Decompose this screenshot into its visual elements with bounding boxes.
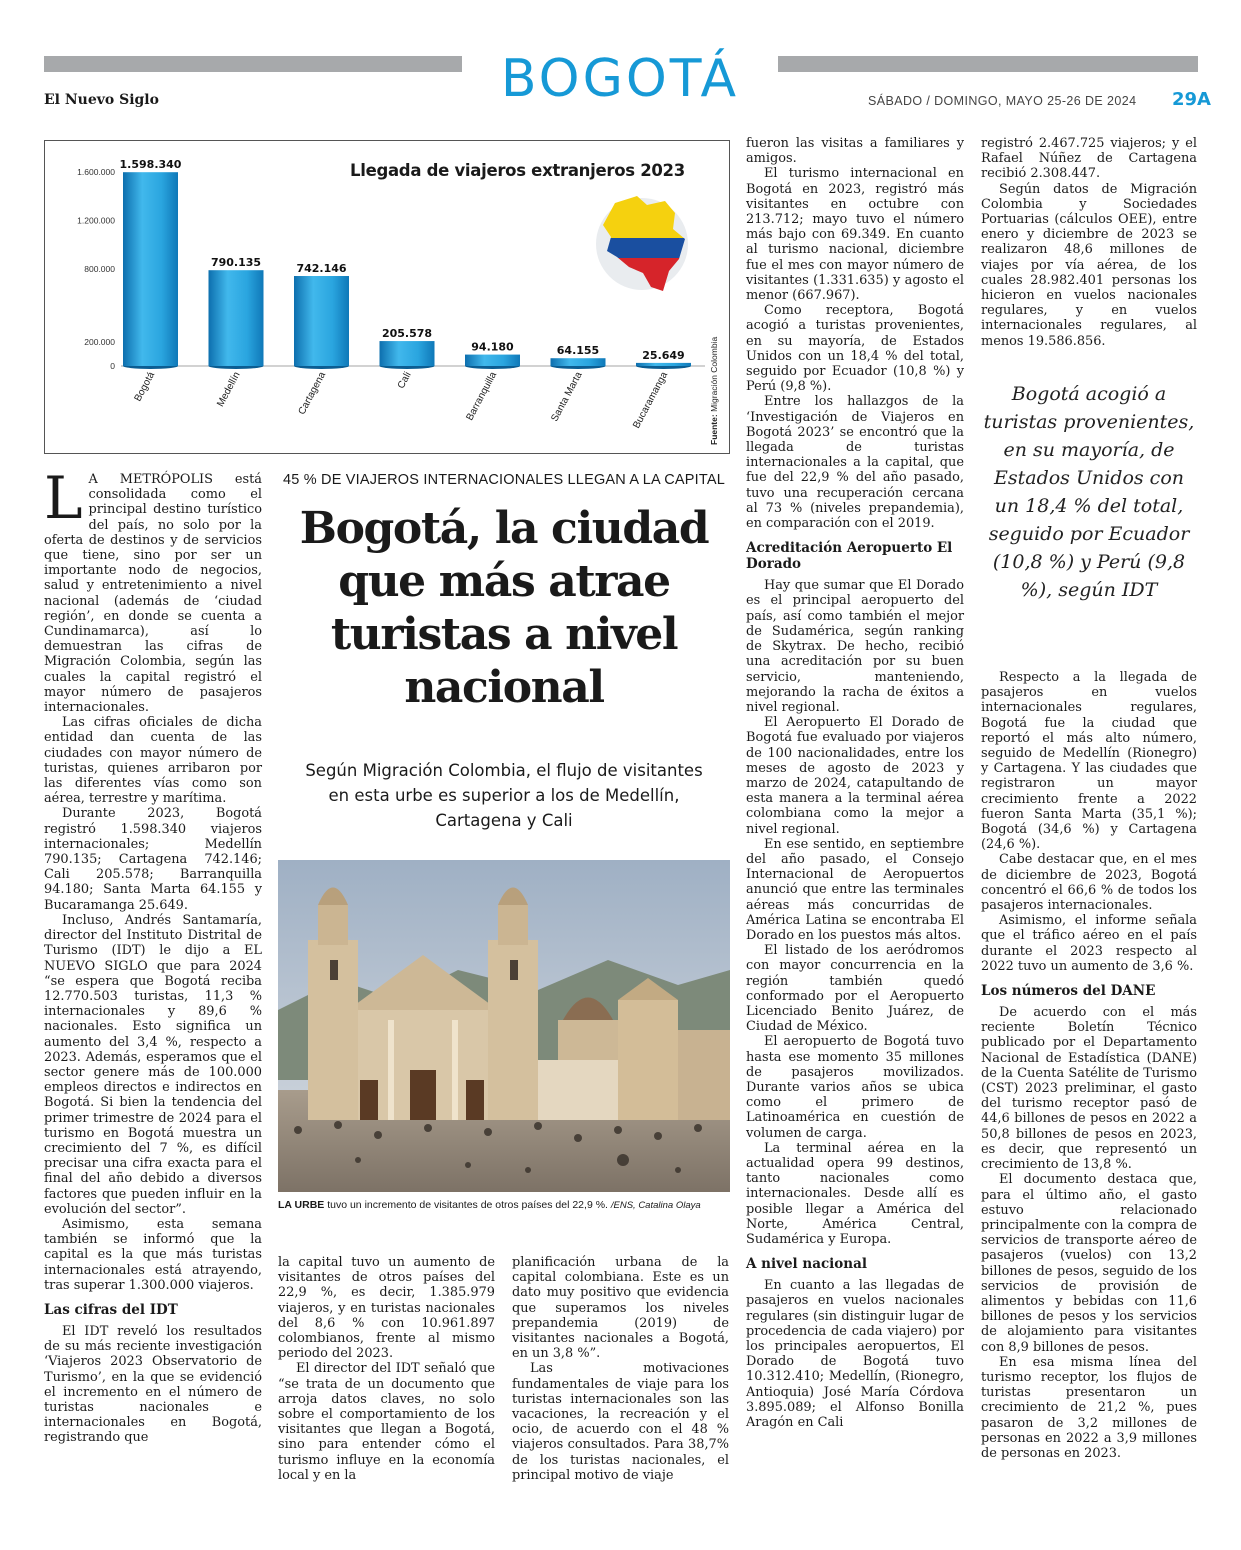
subheadline: Según Migración Colombia, el flujo de visitantes en esta urbe es superior a los de Medellín, Cartagena y Cali [305, 761, 703, 830]
paragraph: El documento destaca que, para el último año, el gasto estuvo relacionado principalmente con la compra de servicios de transporte aéreo de pasajeros (vuelos) con 13,2 billones de pesos, seguido de los servicios de provisión de alimentos y bebidas con 11,6 billones de pesos y los servicios de alojamiento para visitantes con 8,9 billones de pesos. [981, 1172, 1197, 1355]
headline: Bogotá, la ciudad que más atrae turistas a nivel nacional [299, 503, 709, 713]
paragraph: Durante 2023, Bogotá registró 1.598.340 viajeros internacionales; Medellín 790.135; Cartagena 742.146; Cali 205.578; Barranquilla 94.180; Santa Marta 64.155 y Bucaramanga 25.649. [44, 806, 262, 913]
article-column-2 [278, 1255, 495, 1483]
paragraph: planificación urbana de la capital colombiana. Este es un dato muy positivo que evidencia que superamos los niveles prepandemia (2019) de visitantes nacionales a Bogotá, en un 3,8 %”. [512, 1255, 729, 1362]
paragraph: El Aeropuerto El Dorado de Bogotá fue evaluado por viajeros de 100 nacionalidades, entre los meses de agosto de 2023 y marzo de 2024, catapultando de esta manera a la terminal aérea colombiana como la mejor a nivel regional. [746, 715, 964, 837]
bar-santa-marta [551, 358, 606, 366]
y-tick-label: 800.000 [84, 264, 115, 274]
article-column-5-lower [981, 670, 1197, 1461]
paragraph: El director del IDT señaló que “se trata de un documento que arroja datos claves, no solo sobre el comportamiento de los visitantes que llegan a Bogotá, sino para entender cómo el turismo influye en la economía local y en la [278, 1361, 495, 1483]
y-tick-label: 1.200.000 [77, 215, 115, 226]
x-tick-label: Bogotá [132, 370, 158, 404]
bar-cartagena [294, 276, 349, 366]
paragraph: Entre los hallazgos de la ‘Investigación de Viajeros en Bogotá 2023’ se encontró que la llegada de turistas internacionales a la capital, que fue del 22,9 % del año pasado, tuvo una recuperación cercana al 73 % (niveles prepandemia), en comparación con el 2019. [746, 394, 964, 532]
chart-title: Llegada de viajeros extranjeros 2023 [350, 161, 685, 180]
subheading: Los números del DANE [981, 983, 1156, 1000]
paragraph: Hay que sumar que El Dorado es el principal aeropuerto del país, así como también el mejor de Sudamérica, según ranking de Skytrax. De hecho, recibió una acreditación por su buen servicio, manteniendo, mejorando la racha de éxitos a nivel regional. [746, 578, 964, 715]
article-column-1 [44, 464, 262, 1446]
paragraph: la capital tuvo un aumento de visitantes de otros países del 22,9 %, es decir, 1.385.979 viajeros, y en turistas nacionales del 8,6 % con 10.961.897 colombianos, frente al mismo periodo del 2023. [278, 1255, 495, 1362]
x-tick-label: Barranquilla [464, 370, 500, 423]
x-tick-label: Medellín [215, 370, 243, 409]
lead-paragraph [44, 464, 262, 716]
bar-cali [380, 341, 435, 366]
pull-quote: Bogotá acogió a turistas provenientes, en su mayoría, de Estados Unidos con un 18,4 % del total, seguido por Ecuador (10,8 %) y Perú (9,8 %), según IDT [983, 383, 1195, 601]
paragraph: En cuanto a las llegadas de pasajeros en vuelos nacionales regulares (sin distinguir lugar de procedencia de cada viajero) por los principales aeropuertos, El Dorado de Bogotá tuvo 10.312.410; Medellín, (Rionegro, Antioquia) José María Córdova 3.895.089; el Alfonso Bonilla Aragón en Cali [746, 1278, 964, 1431]
arrivals-chart [44, 140, 730, 454]
drop-cap: L [44, 464, 83, 532]
paragraph: Según datos de Migración Colombia y Sociedades Portuarias (cálculos OEE), entre enero y diciembre de 2023 se realizaron 48,6 millones de viajes por vía aérea, de los cuales 28.982.401 personas los hicieron en vuelos nacionales regulares, y en vuelos internacionales regulares, al menos 19.586.856. [981, 181, 1197, 349]
bar-value-label: 205.578 [381, 327, 433, 341]
paragraph: De acuerdo con el más reciente Boletín Técnico publicado por el Departamento Nacional de Estadística (DANE) de la Cuenta Satélite de Turismo (CST) 2023 preliminar, el gasto del turismo receptor pasó de 44,6 billones de pesos en 2022 a 50,8 billones de pesos en 2023, es decir, que representó un crecimiento de 13,8 %. [981, 1005, 1197, 1173]
chart-source-name: Migración Colombia [709, 336, 719, 412]
caption-lead: LA URBE [278, 1199, 325, 1211]
bar-bucaramanga [636, 363, 691, 366]
bar-value-label: 94.180 [471, 340, 514, 354]
x-tick-label: Cartagena [296, 370, 329, 417]
paragraph: El IDT reveló los resultados de su más reciente investigación ‘Viajeros 2023 Observatorio de Turismo’, en la que se evidenció el incremento en el número de turistas nacionales e internacionales en Bogotá, registrando que [44, 1323, 262, 1446]
page-number: 29A [1172, 89, 1211, 110]
bar-value-label: 1.598.340 [119, 158, 182, 172]
photo-caption [278, 1198, 730, 1213]
paragraph: En ese sentido, en septiembre del año pasado, el Consejo Internacional de Aeropuertos anunció que entre las terminales aéreas más concurridas de América Latina se encontraba El Dorado en los puestos más altos. [746, 836, 964, 943]
paragraph: El aeropuerto de Bogotá tuvo hasta ese momento 35 millones de pasajeros movilizados. Durante varios años se ubica como el primero de Latinoamérica en cuestión de volumen de carga. [746, 1034, 964, 1141]
paragraph: registró 2.467.725 viajeros; y el Rafael Núñez de Cartagena recibió 2.308.447. [981, 136, 1197, 182]
subheading: A nivel nacional [746, 1256, 867, 1273]
colombia-flag-map-icon [595, 191, 695, 298]
arrivals-chart-svg [45, 141, 729, 453]
paragraph: En esa misma línea del turismo receptor, los flujos de turistas presentaron un crecimiento de 21,2 %, pues pasaron de 3,2 millones de personas en 2022 a 3,9 millones de personas en 2023. [981, 1354, 1197, 1461]
paragraph: Cabe destacar que, en el mes de diciembre de 2023, Bogotá concentró el 66,6 % de todos los pasajeros internacionales. [981, 852, 1197, 914]
masthead: El Nuevo Siglo [44, 92, 159, 108]
paragraph: Las cifras oficiales de dicha entidad dan cuenta de las ciudades con mayor número de turistas, quienes arribaron por las diferentes vías como son aérea, terrestre y marítima. [44, 715, 262, 807]
bar-value-label: 64.155 [556, 344, 600, 358]
bar-barranquilla [465, 355, 520, 366]
bar-bogotá [123, 172, 178, 366]
x-tick-label: Santa Marta [549, 370, 585, 424]
bar-value-label: 25.649 [642, 348, 685, 362]
paragraph: El turismo internacional en Bogotá en 2023, registró más visitantes en octubre con 213.712; mayo tuvo el número más bajo con 69.349. En cuanto al turismo nacional, diciembre fue el mes con mayor número de visitantes (1.331.635) y agosto el menor (667.967). [746, 166, 964, 304]
subheading: Las cifras del IDT [44, 1301, 178, 1318]
section-title: BOGOTÁ [500, 49, 740, 109]
subheading: Acreditación Aeropuerto El Dorado [746, 540, 953, 573]
paragraph: fueron las visitas a familiares y amigos. [746, 136, 964, 167]
bar-value-label: 790.135 [210, 256, 262, 270]
paragraph: Asimismo, esta semana también se informó que la capital es la que más turistas internacionales está atrayendo, tras superar 1.300.000 viajeros. [44, 1216, 262, 1293]
cathedral-illustration [278, 860, 730, 1192]
x-tick-label: Bucaramanga [631, 370, 671, 431]
chart-source-label: Fuente: [709, 414, 719, 445]
photo-credit: /ENS, Catalina Olaya [610, 1200, 701, 1211]
header-rule-left [44, 56, 462, 72]
paragraph: Respecto a la llegada de pasajeros en vuelos internacionales regulares, Bogotá fue la ciudad que reportó el más alto número, seguido de Medellín (Rionegro) y Cartagena. Y las ciudades que registraron un mayor crecimiento frente a 2022 fueron Santa Marta (35,1 %); Bogotá (34,6 %) y Cartagena (24,6 %). [981, 670, 1197, 853]
article-column-5 [981, 136, 1197, 349]
article-column-4 [746, 136, 964, 1430]
paragraph: La terminal aérea en la actualidad opera 99 destinos, tanto nacionales como internacionales. Desde allí es posible llegar a América del Norte, América Central, Sudamérica y Europa. [746, 1140, 964, 1248]
issue-date: SÁBADO / DOMINGO, MAYO 25-26 DE 2024 [868, 94, 1137, 108]
y-tick-label: 1.600.000 [77, 167, 115, 177]
paragraph: Asimismo, el informe señala que el tráfico aéreo en el país durante el 2023 respecto al 2022 tuvo un aumento de 3,6 %. [981, 913, 1197, 974]
cathedral-photo [278, 860, 730, 1192]
kicker: 45 % DE VIAJEROS INTERNACIONALES LLEGAN A LA CAPITAL [282, 472, 726, 488]
paragraph: Como receptora, Bogotá acogió a turistas provenientes, en su mayoría, de Estados Unidos con un 18,4 % del total, seguido por Ecuador (10,8 %) y Perú (9,8 %). [746, 303, 964, 395]
paragraph: El listado de los aeródromos con mayor concurrencia en la región también quedó conformado por el Aeropuerto Licenciado Benito Juárez, de Ciudad de México. [746, 943, 964, 1035]
lead-text: A METRÓPOLIS está consolidada como el principal destino turístico del país, no solo por la oferta de destinos y de servicios que tiene, sino por ser un importante nodo de negocios, salud y entretenimiento a nivel nacional (además de ‘ciudad región’, en donde se cuenta a Cundinamarca), así lo demuestran las cifras de Migración Colombia, según las cuales la capital registró el mayor número de pasajeros internacionales. [44, 472, 262, 716]
paragraph: Incluso, Andrés Santamaría, director del Instituto Distrital de Turismo (IDT) le dijo a EL NUEVO SIGLO que para 2024 “se espera que Bogotá reciba 12.770.503 turistas, 11,3 % internacionales y 89,6 % nacionales. Esto significa un aumento del 3,4 %, respecto a 2023. Además, esperamos que el sector genere más de 100.000 empleos directos e indirectos en Bogotá. Si bien la tendencia del primer trimestre de 2024 para el turismo en Bogotá muestra un crecimiento del 7 %, es difícil precisar una cifra exacta para el final del año debido a diversos factores que pueden influir en la evolución del sector”. [44, 912, 262, 1217]
caption-text: tuvo un incremento de visitantes de otros países del 22,9 %. [327, 1199, 608, 1211]
chart-source [709, 337, 719, 445]
y-tick-label: 0 [110, 361, 115, 371]
header-rule-right [778, 56, 1198, 72]
x-tick-label: Cali [395, 370, 414, 391]
bar-value-label: 742.146 [296, 262, 347, 276]
paragraph: Las motivaciones fundamentales de viaje para los turistas internacionales son las vacaciones, la recreación y el ocio, de acuerdo con el 48 % viajeros consultados. Para 38,7% de los turistas nacionales, el principal motivo de viaje [512, 1361, 729, 1483]
y-tick-label: 200.000 [84, 336, 115, 347]
article-column-3 [512, 1255, 729, 1483]
bar-medellín [209, 270, 264, 366]
